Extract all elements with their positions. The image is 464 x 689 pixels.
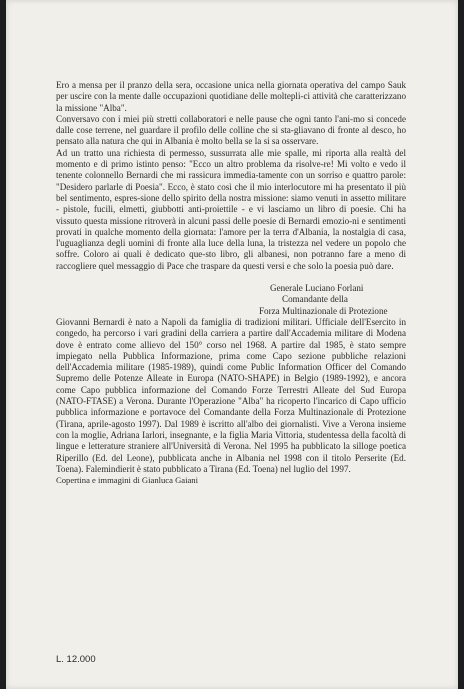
book-back-cover [6,0,458,689]
cover-credits: Copertina e immagini di Gianluca Gaiani [56,475,198,486]
signature-block [56,283,406,317]
signature-organization: Forza Multinazionale di Protezione [259,305,388,316]
preface-paragraph-1: Ero a mensa per il pranzo della sera, occasione unica nella giornata operativa del campo Sauk per uscire con la mente dalle occupazioni quotidiane delle moltepli-ci attività che caratterizzano la missione "Alba". [56,80,406,113]
text-block [56,80,406,486]
signature-name: Generale Luciano Forlani [270,283,364,294]
price-label: L. 12.000 [56,654,96,665]
signature-title: Comandante della [282,294,348,305]
preface-paragraph-2: Conversavo con i miei più stretti collaboratori e nelle pause che ogni tanto l'ani-mo si concede dalle cose terrene, nel guardare il profilo delle colline che si sta-gliavano di fronte al desco, ho pensato alla natura che qui in Albania è molto bella se la si sa osservare. [56,113,406,147]
preface-paragraph-3: Ad un tratto una richiesta di permesso, sussurrata alle mie spalle, mi riporta alla realtà del momento e di primo istinto penso: "Ecco un altro problema da risolve-re! Mi volto e vedo il tenente colonnello Bernardi che mi rassicura immedia-tamente con un sorriso e quattro parole: "Desidero parlarle di Poesia". Ecco, è stato così che il mio interlocutore mi ha presentato il più bel sentimento, espres-sione dello spirito della nostra missione: siamo venuti in assetto militare - pistole, fucili, elmetti, giubbotti anti-proiettile - e vi lasciamo un libro di poesie. Chi ha vissuto questa missione ritroverà in alcuni passi delle poesie di Bernardi emozio-ni e sentimenti provati in qualche momento della giornata: l'amore per la terra d'Albania, la nostalgia di casa, l'uguaglianza degli uomini di fronte alla luce della luna, la tristezza nel vedere un popolo che soffre. Coloro ai quali è dedicato que-sto libro, gli albanesi, non potranno fare a meno di raccogliere quel messaggio di Pace che traspare da questi versi e che solo la poesia può dare. [56,147,406,271]
author-biography: Giovanni Bernardi è nato a Napoli da famiglia di tradizioni militari. Ufficiale dell'Esercito in congedo, ha percorso i vari gradini della carriera a partire dall'Accademia militare di Modena dove è entrato come allievo del 150° corso nel 1968. A partire dal 1985, è stato sempre impiegato nella Pubblica Informazione, prima come Capo sezione pubbliche relazioni dell'Accademia militare (1985-1989), quindi come Public Information Officer del Comando Supremo delle Potenze Alleate in Europa (NATO-SHAPE) in Belgio (1989-1992), e ancora come Capo pubblica informazione del Comando Forze Terrestri Alleate del Sud Europa (NATO-FTASE) a Verona. Durante l'Operazione "Alba" ha ricoperto l'incarico di Capo ufficio pubblica informazione e portavoce del Comandante della Forza Multinazionale di Protezione (Tirana, aprile-agosto 1997). Dal 1989 è iscritto all'albo dei giornalisti. Vive a Verona insieme con la moglie, Adriana Iarlori, insegnante, e la figlia Maria Vittoria, studentessa della facoltà di lingue e letterature straniere all'Università di Verona. Nel 1995 ha pubblicato la silloge poetica Riperillo (Ed. del Leone), pubblicata anche in Albania nel 1998 con il titolo Perserite (Ed. Toena). Falemindierit è stato pubblicato a Tirana (Ed. Toena) nel luglio del 1997. [56,316,406,474]
